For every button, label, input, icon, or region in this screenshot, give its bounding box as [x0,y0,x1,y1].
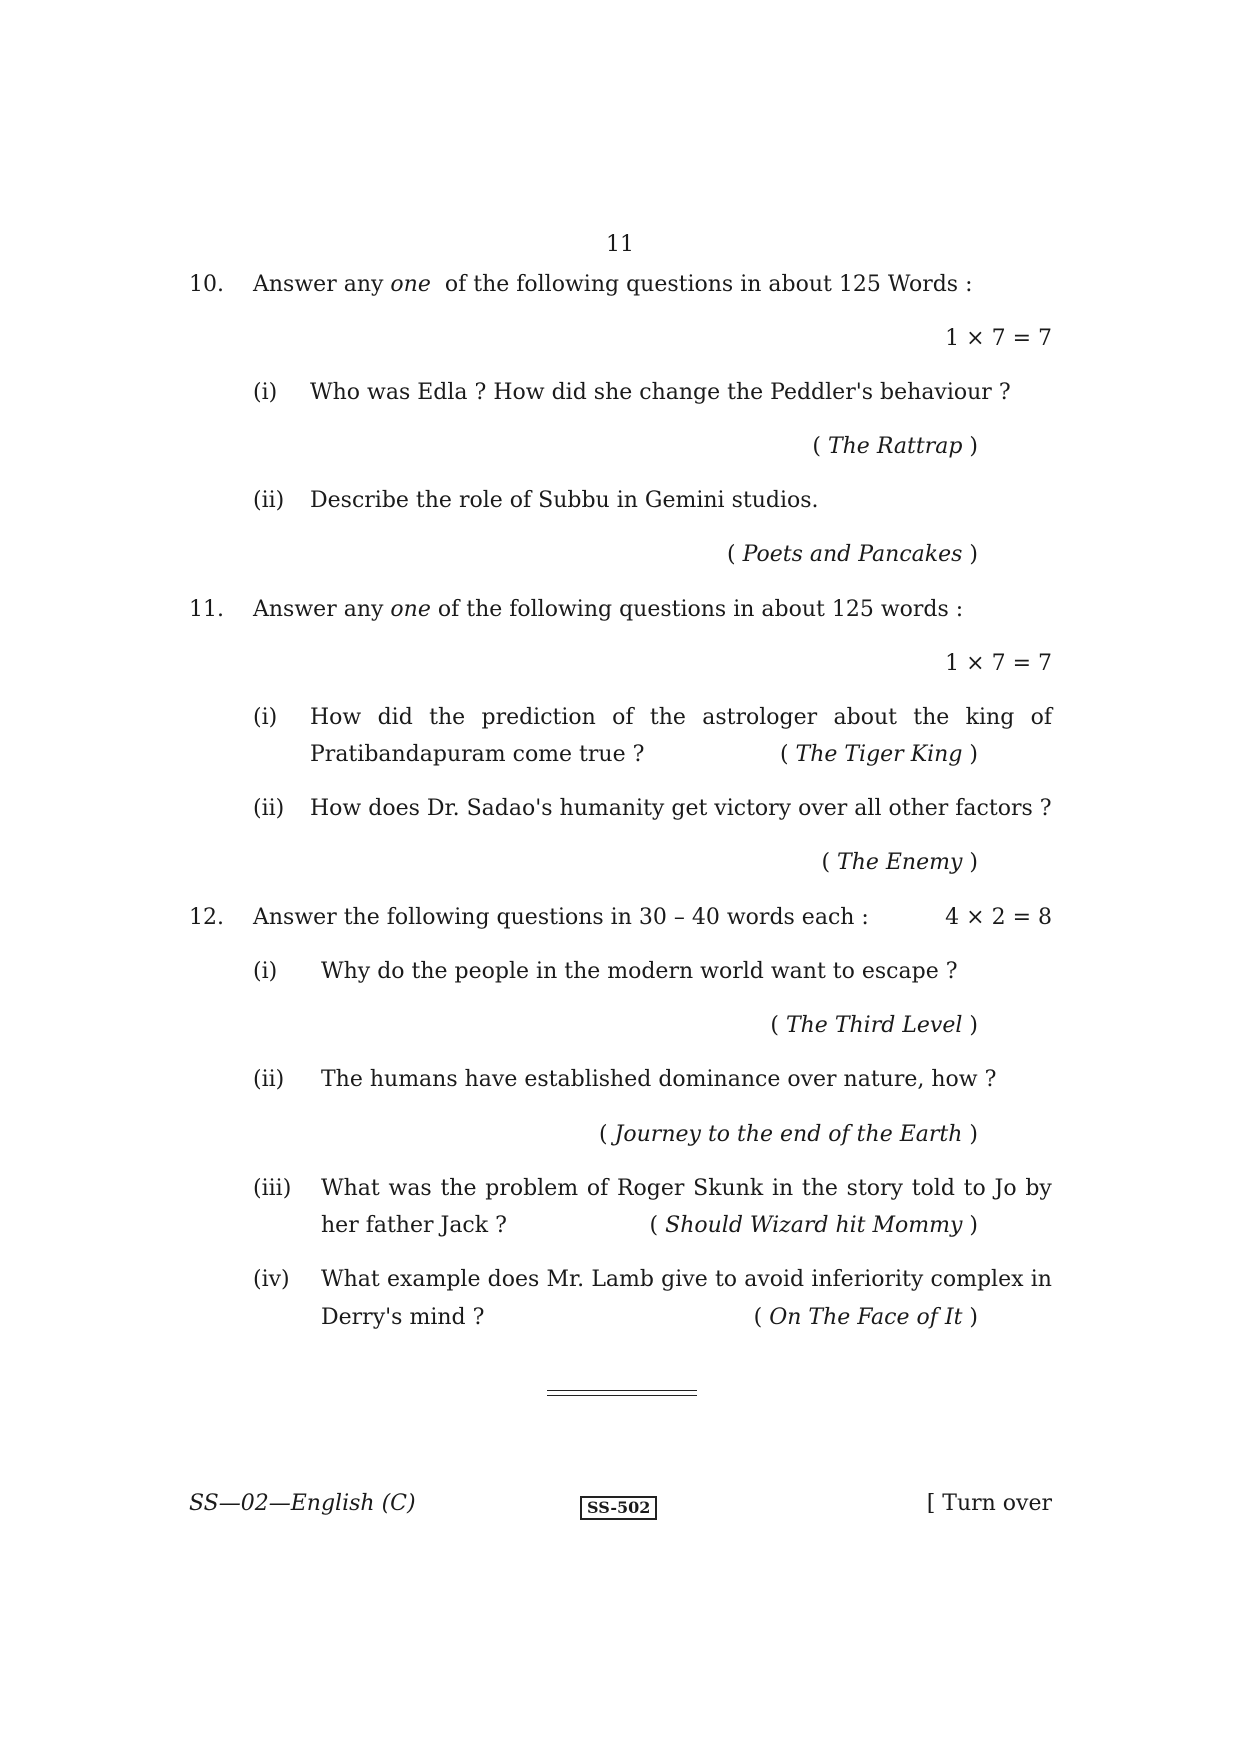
q11-stem: Answer any one of the following questions in about 125 words : [253,597,964,622]
q12-item4-roman: (iv) [253,1267,290,1292]
word: the [801,1176,838,1201]
q10-item2-source: ( Poets and Pancakes ) [727,542,978,567]
word: the [429,705,466,730]
word: How [310,705,362,730]
q10-marks: 1 × 7 = 7 [945,326,1052,351]
word: avoid [744,1267,805,1292]
word: of [586,1176,609,1201]
q11-item1-source: ( The Tiger King ) [779,742,978,767]
q12-marks: 4 × 2 = 8 [945,905,1052,930]
word: Mr. [546,1267,585,1292]
word: What [321,1176,380,1201]
word: king [965,705,1015,730]
footer-paper-code: SS-502 [580,1496,657,1520]
word: does [487,1267,540,1292]
q12-item1-source: ( The Third Level ) [770,1013,978,1038]
word: inferiority [811,1267,924,1292]
word: the [913,705,950,730]
q11-item1-roman: (i) [253,705,278,730]
q10-item1-roman: (i) [253,380,278,405]
q10-item1-source: ( The Rattrap ) [812,434,978,459]
q12-item2-roman: (ii) [253,1067,285,1092]
word: to [714,1267,738,1292]
q12-item3-line1 [321,1176,1052,1201]
q12-number: 12. [189,905,224,930]
word: Skunk [693,1176,764,1201]
word: in [1030,1267,1052,1292]
word: Roger [616,1176,685,1201]
word: the [440,1176,477,1201]
q10-number: 10. [189,272,224,297]
word: in [771,1176,794,1201]
q11-item1-line2: Pratibandapuram come true ? [310,742,645,767]
q11-marks: 1 × 7 = 7 [945,651,1052,676]
word: was [388,1176,432,1201]
q12-item1-roman: (i) [253,959,278,984]
q10-stem: Answer any one of the following questions in about 125 Words : [253,272,973,297]
q10-item2-text: Describe the role of Subbu in Gemini studios. [310,488,819,513]
q11-number: 11. [189,597,224,622]
word: by [1025,1176,1052,1201]
q12-item2-text: The humans have established dominance over nature, how ? [321,1067,997,1092]
word: complex [930,1267,1024,1292]
word: give [661,1267,708,1292]
q12-item3-roman: (iii) [253,1176,292,1201]
page-number: 11 [606,232,634,257]
word: the [649,705,686,730]
word: problem [485,1176,579,1201]
q12-item1-text: Why do the people in the modern world want to escape ? [321,959,958,984]
word: told [911,1176,955,1201]
q12-item2-source: ( Journey to the end of the Earth ) [599,1122,978,1147]
footer-subject: SS—02—English (C) [189,1491,416,1516]
word: to [963,1176,986,1201]
q10-item1-text: Who was Edla ? How did she change the Peddler's behaviour ? [310,380,1011,405]
word: about [833,705,897,730]
q11-item2-roman: (ii) [253,796,285,821]
footer-turn-over: [ Turn over [926,1491,1052,1516]
word: of [612,705,634,730]
q11-item2-text: How does Dr. Sadao's humanity get victory over all other factors ? [310,796,1052,821]
q12-item3-line2: her father Jack ? [321,1213,507,1238]
end-rule-bottom [547,1395,697,1396]
q12-item3-source: ( Should Wizard hit Mommy ) [649,1213,978,1238]
q12-item4-line1 [321,1267,1052,1292]
word: of [1030,705,1052,730]
q12-item4-line2: Derry's mind ? [321,1305,485,1330]
word: prediction [481,705,596,730]
q12-stem: Answer the following questions in 30 – 40 words each : [253,905,869,930]
word: story [846,1176,903,1201]
word: did [377,705,413,730]
q10-item2-roman: (ii) [253,488,285,513]
word: Jo [994,1176,1017,1201]
word: astrologer [702,705,818,730]
word: What [321,1267,380,1292]
q11-item1-line1 [310,705,1052,730]
q12-item4-source: ( On The Face of It ) [753,1305,978,1330]
q11-item2-source: ( The Enemy ) [821,850,978,875]
word: Lamb [591,1267,654,1292]
end-rule-top [547,1390,697,1391]
word: example [386,1267,481,1292]
